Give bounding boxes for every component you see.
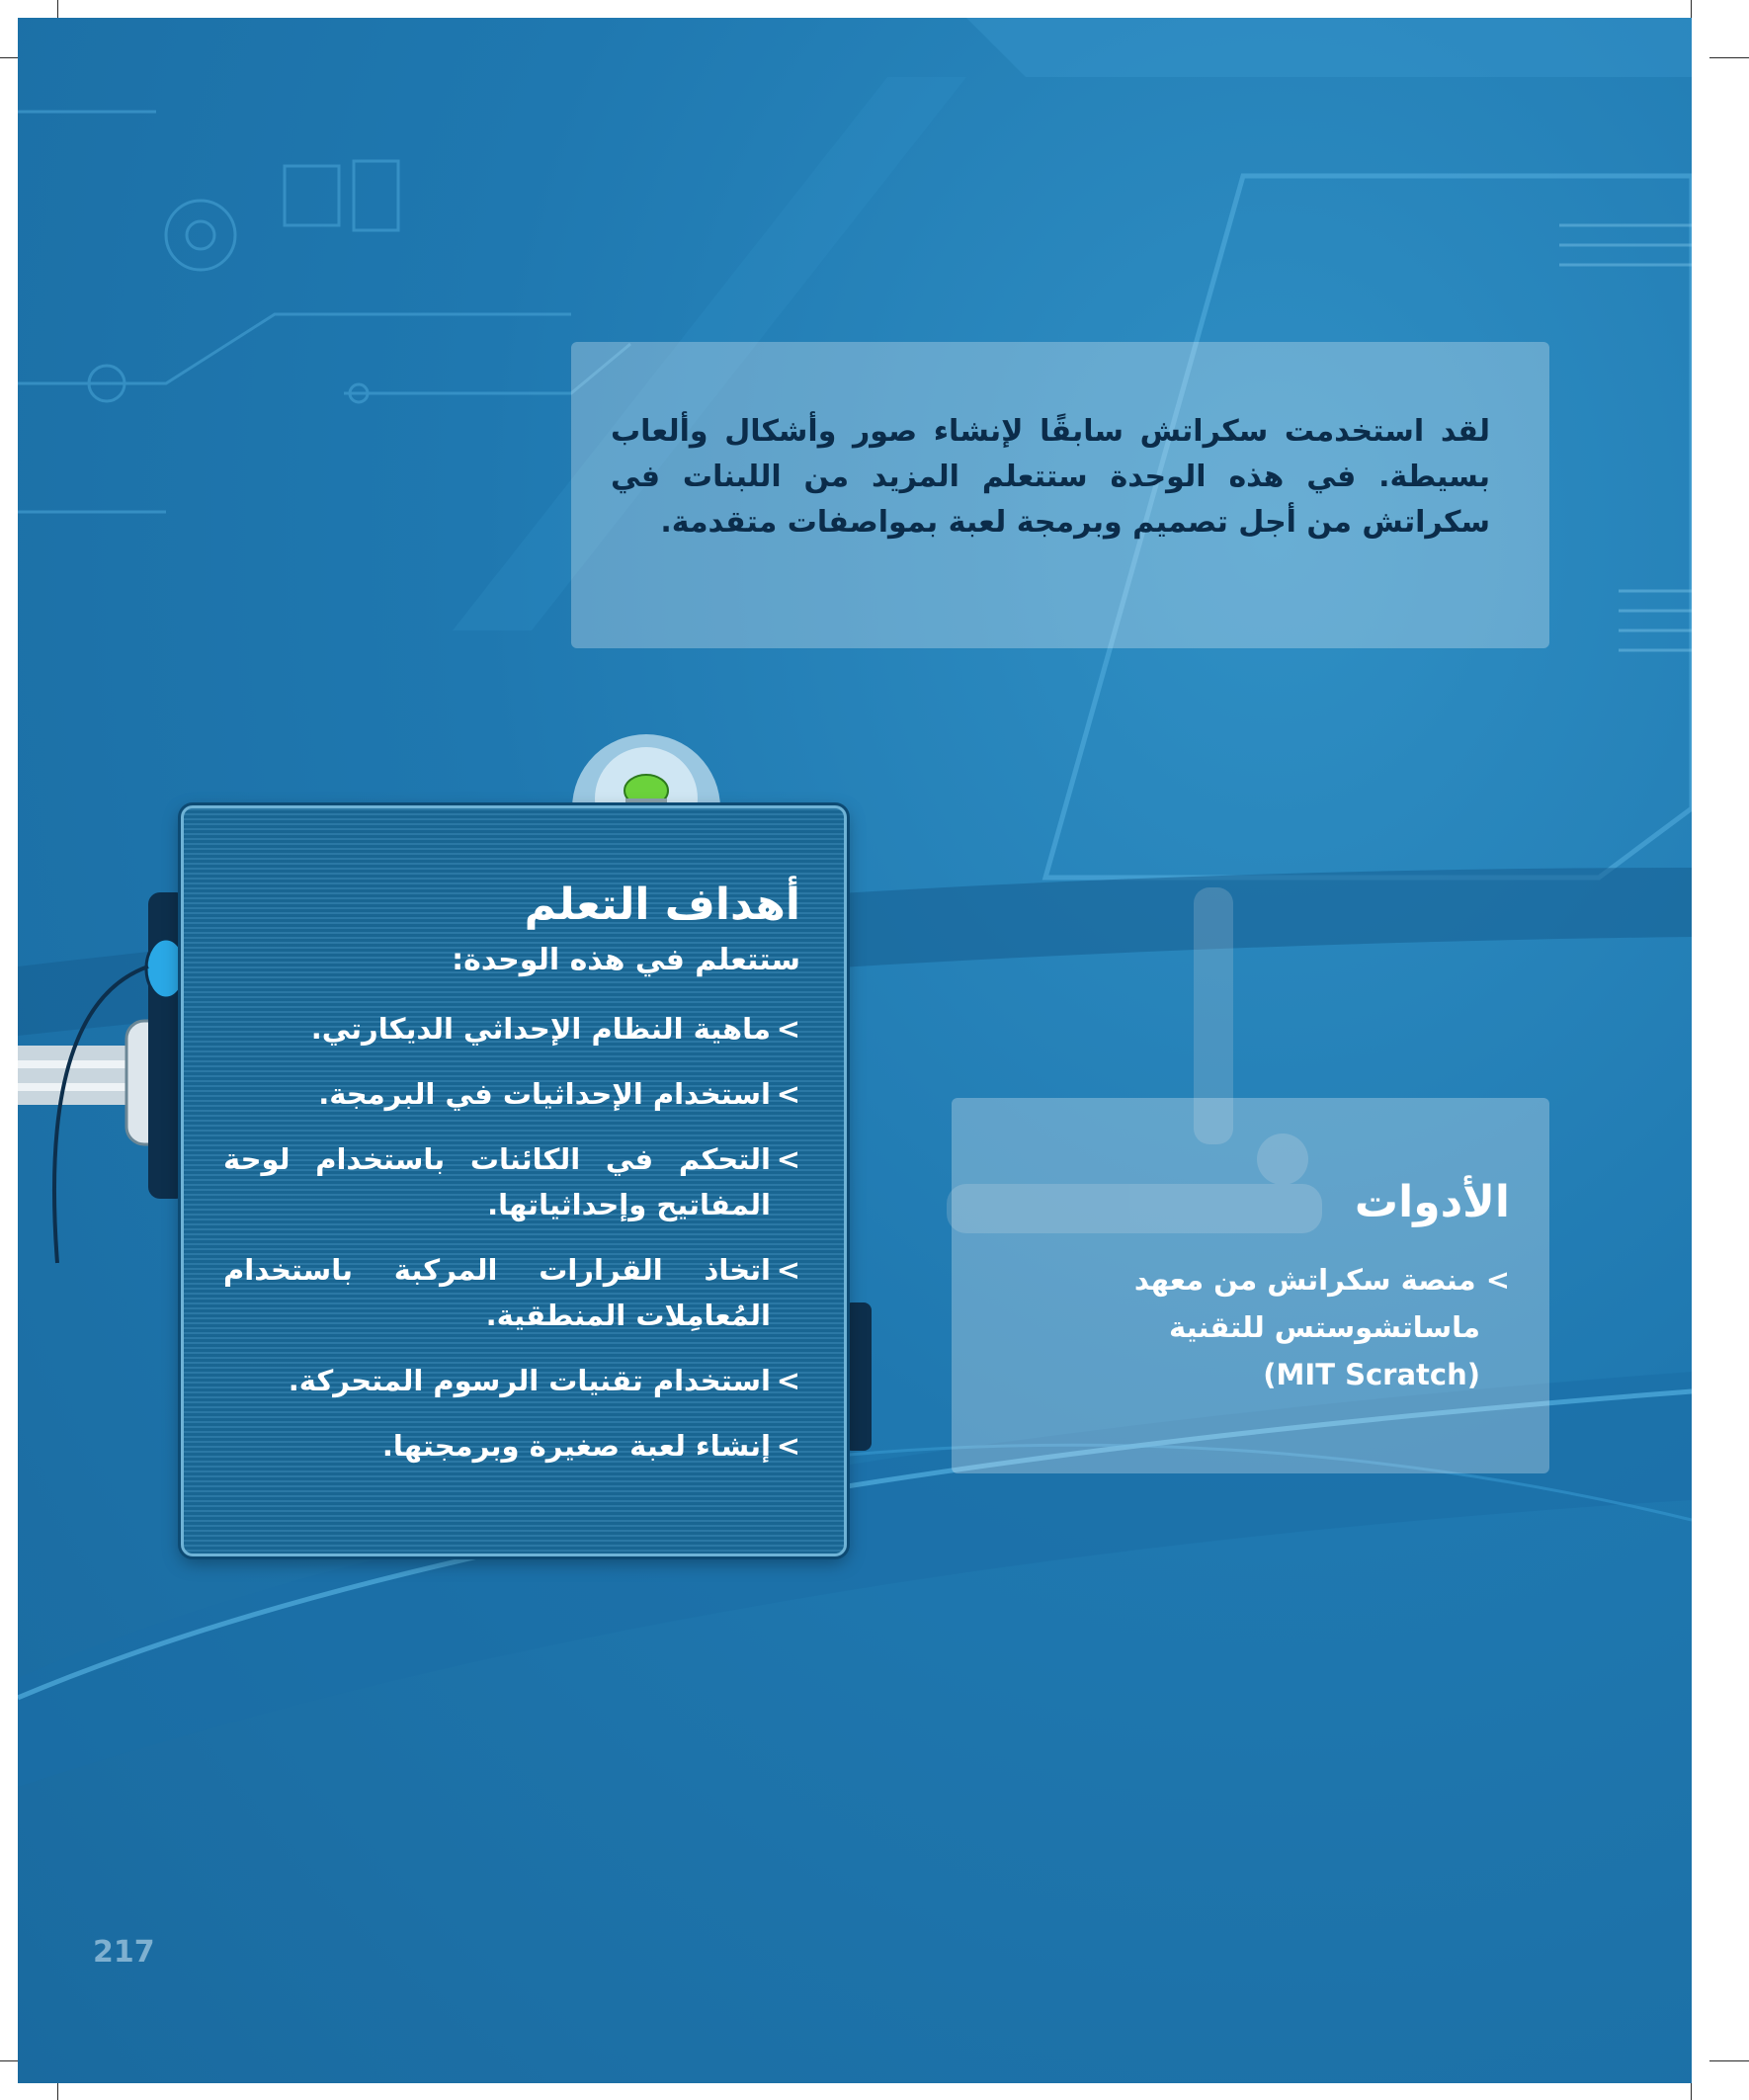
tools-line-1: منصة سكراتش من معهد (1133, 1263, 1476, 1297)
goals-intro: ستتعلم في هذه الوحدة: (452, 943, 800, 977)
learning-goals-panel (181, 805, 847, 1556)
goal-item (223, 1071, 800, 1117)
goal-item (223, 1423, 800, 1469)
bullet-arrow: > (776, 1012, 800, 1046)
tools-line (1134, 1256, 1510, 1303)
tools-item (1134, 1256, 1510, 1398)
bullet-arrow: > (776, 1077, 800, 1111)
goal-item-text: ماهية النظام الإحداثي الديكارتي. (310, 1012, 771, 1046)
intro-box (571, 342, 1549, 648)
goal-item-text: استخدام الإحداثيات في البرمجة. (318, 1077, 771, 1111)
goal-item-text: استخدام تقنيات الرسوم المتحركة. (288, 1364, 771, 1397)
tools-box (952, 1098, 1549, 1473)
goal-item-text: اتخاذ القرارات المركبة باستخدام المُعامِلات المنطقية. (223, 1253, 771, 1332)
goal-item (223, 1358, 800, 1403)
page-number: 217 (93, 1935, 155, 1970)
crop-mark (1709, 2060, 1749, 2061)
page (18, 18, 1692, 2083)
goal-item (223, 1247, 800, 1338)
bullet-arrow: > (1485, 1263, 1510, 1297)
bullet-arrow: > (776, 1429, 800, 1463)
bullet-arrow: > (776, 1253, 800, 1287)
bullet-arrow: > (776, 1142, 800, 1176)
tools-line-2: ماساتشوستس للتقنية (1169, 1310, 1480, 1344)
goals-list (223, 1006, 800, 1488)
goal-item (223, 1006, 800, 1051)
goal-item-text: إنشاء لعبة صغيرة وبرمجتها. (381, 1429, 771, 1463)
crop-mark (1709, 57, 1749, 58)
bullet-arrow: > (776, 1364, 800, 1397)
tools-title: الأدوات (1354, 1177, 1510, 1227)
tools-line-3: (MIT Scratch) (1263, 1358, 1480, 1391)
goals-title: أهداف التعلم (524, 880, 800, 930)
intro-text: لقد استخدمت سكراتش سابقًا لإنشاء صور وأشكال وألعاب بسيطة. في هذه الوحدة ستتعلم المزيد من اللبنات في سكراتش من أجل تصميم وبرمجة لعبة بمواصفات متقدمة. (611, 414, 1490, 540)
goal-item-text: التحكم في الكائنات باستخدام لوحة المفاتيح وإحداثياتها. (223, 1142, 771, 1221)
goal-item (223, 1136, 800, 1227)
